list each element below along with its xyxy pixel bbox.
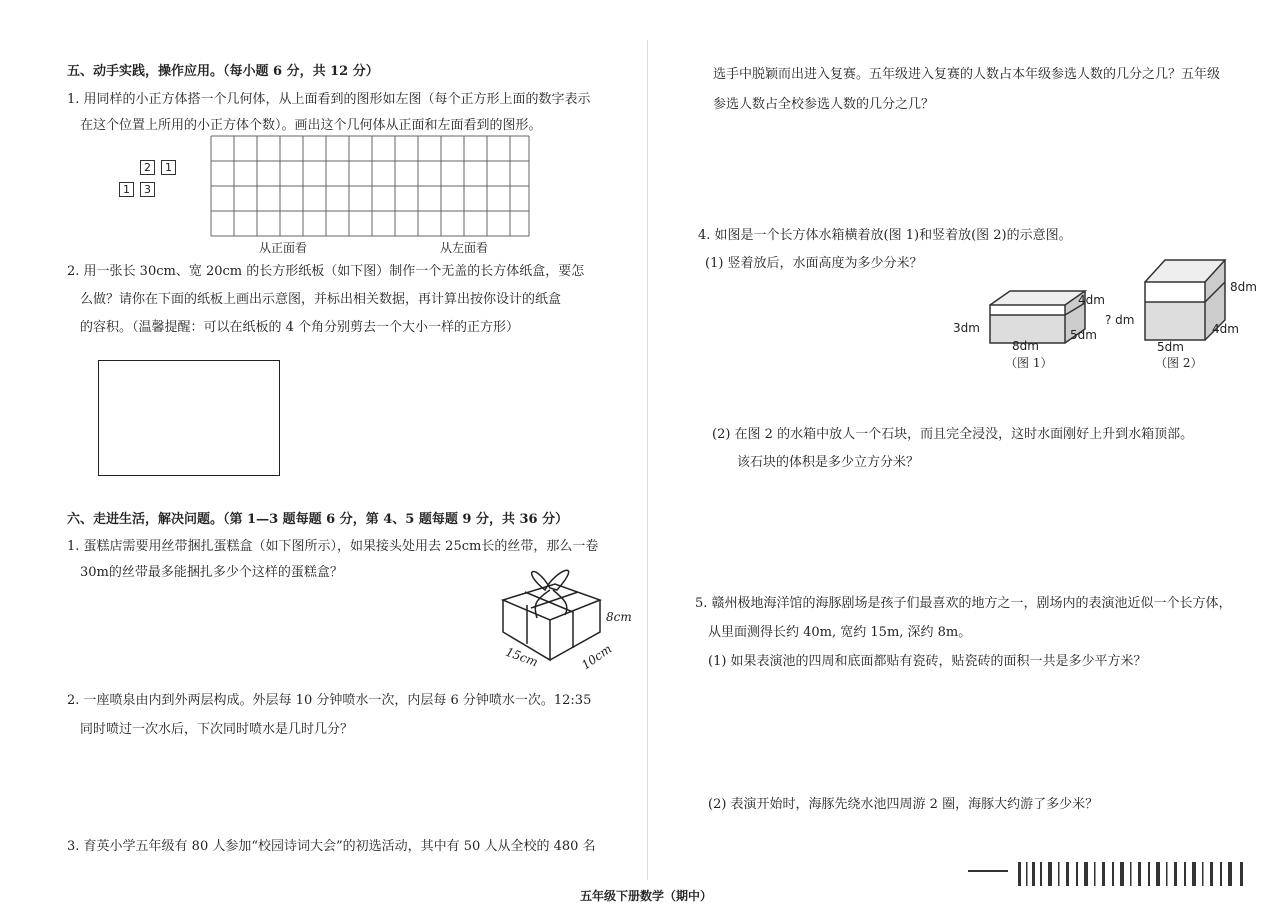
barcode-icon	[968, 862, 1258, 890]
cake-height-label: 8cm	[606, 610, 632, 624]
left-view-label: 从左面看	[440, 241, 489, 255]
q6-5-line2: 从里面测得长约 40m, 宽约 15m, 深约 8m。	[708, 625, 972, 640]
top-view-figure	[116, 160, 182, 202]
q6-4-sub2-line1: (2) 在图 2 的水箱中放人一个石块，而且完全浸没，这时水面刚好上升到水箱顶部。	[712, 427, 1194, 442]
top-view-cell: 1	[161, 160, 176, 175]
top-view-cell: 2	[140, 160, 155, 175]
fig1-water-label: 3dm	[953, 321, 980, 335]
q6-3-line2: 选手中脱颖而出进入复赛。五年级进入复赛的人数占本年级参选人数的几分之几？五年级	[713, 67, 1221, 82]
q6-3-line3: 参选人数占全校参选人数的几分之几？	[713, 97, 935, 112]
cake-length-label: 15cm	[503, 644, 540, 670]
q6-4-sub1: (1) 竖着放后，水面高度为多少分米？	[705, 256, 923, 271]
q5-2-line2: 么做？请你在下面的纸板上画出示意图，并标出相关数据，再计算出按你设计的纸盒	[80, 292, 562, 307]
top-view-cell: 1	[119, 182, 134, 197]
cardboard-rectangle[interactable]	[98, 360, 280, 476]
column-divider	[647, 40, 648, 880]
q6-4-sub2-line2: 该石块的体积是多少立方分米？	[737, 455, 920, 470]
q6-1-line1: 1. 蛋糕店需要用丝带捆扎蛋糕盒（如下图所示），如果接头处用去 25cm长的丝带，那么一卷	[67, 539, 599, 554]
cake-width-label: 10cm	[578, 641, 615, 673]
q5-1-line1: 1. 用同样的小正方体搭一个几何体，从上面看到的图形如左图（每个正方形上面的数字表示	[67, 92, 591, 107]
q6-5-line1: 5. 赣州极地海洋馆的海豚剧场是孩子们最喜欢的地方之一，剧场内的表演池近似一个长方体，	[695, 596, 1232, 611]
top-view-cell: 3	[140, 182, 155, 197]
q6-1-line2: 30m的丝带最多能捆扎多少个这样的蛋糕盒？	[80, 565, 343, 580]
q6-2-line1: 2. 一座喷泉由内到外两层构成。外层每 10 分钟喷水一次，内层每 6 分钟喷水一次。12:35	[67, 693, 592, 708]
fig2-length-label: 5dm	[1157, 340, 1184, 354]
fig1-length-label: 8dm	[1012, 339, 1039, 353]
fig1-width-label: 5dm	[1070, 328, 1097, 342]
front-view-label: 从正面看	[259, 241, 308, 255]
q5-2-line1: 2. 用一张长 30cm、宽 20cm 的长方形纸板（如下图）制作一个无盖的长方体纸盒，要怎	[67, 264, 585, 279]
q6-5-sub2: (2) 表演开始时，海豚先绕水池四周游 2 圈，海豚大约游了多少米？	[708, 797, 1099, 812]
drawing-grid[interactable]	[211, 136, 531, 238]
q6-3-line1: 3. 育英小学五年级有 80 人参加“校园诗词大会”的初选活动，其中有 50 人从全校的 480 名	[67, 839, 596, 854]
fig2-caption: （图 2）	[1155, 356, 1203, 370]
fig1-height-label: 4dm	[1078, 293, 1105, 307]
fig2-water-label: ? dm	[1105, 313, 1135, 327]
section-6-title: 六、走进生活，解决问题。（第 1—3 题每题 6 分，第 4、5 题每题 9 分，共 36 分）	[67, 512, 569, 527]
section-5-title: 五、动手实践，操作应用。（每小题 6 分，共 12 分）	[67, 64, 379, 79]
fig2-width-label: 4dm	[1212, 322, 1239, 336]
q5-2-line3: 的容积。（温馨提醒：可以在纸板的 4 个角分别剪去一个大小一样的正方形）	[80, 320, 520, 335]
fig1-caption: （图 1）	[1005, 356, 1053, 370]
page-footer: 五年级下册数学（期中）	[580, 889, 713, 903]
q6-2-line2: 同时喷过一次水后，下次同时喷水是几时几分？	[80, 722, 354, 737]
fig2-height-label: 8dm	[1230, 280, 1257, 294]
q6-4-line1: 4. 如图是一个长方体水箱横着放(图 1)和竖着放(图 2)的示意图。	[698, 228, 1072, 243]
q5-1-line2: 在这个位置上所用的小正方体个数）。画出这个几何体从正面和左面看到的图形。	[80, 118, 542, 133]
q6-5-sub1: (1) 如果表演池的四周和底面都贴有瓷砖，贴瓷砖的面积一共是多少平方米？	[708, 654, 1147, 669]
